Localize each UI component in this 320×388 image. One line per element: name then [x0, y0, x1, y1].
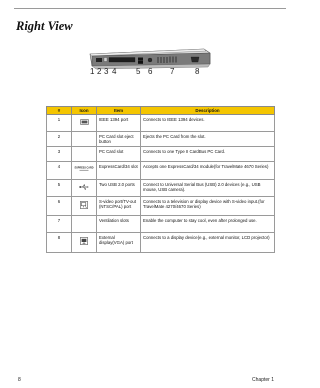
figure-callouts — [84, 67, 216, 83]
row-number: 4 — [47, 162, 72, 180]
chapter-label: Chapter 1 — [252, 377, 274, 383]
icon-cell — [72, 162, 97, 180]
row-number: 6 — [47, 197, 72, 216]
vga-icon — [80, 237, 88, 245]
row-number: 5 — [47, 180, 72, 197]
row-number: 3 — [47, 147, 72, 162]
icon-cell — [72, 197, 97, 216]
row-description: Connects to IEEE 1394 devices. — [141, 115, 275, 132]
row-description: Connect to Universal Serial Bus (USB) 2.0 devices (e.g., USB mouse, USB camera). — [141, 180, 275, 197]
header-item: Item — [97, 107, 141, 115]
callout-3: 3 — [104, 67, 109, 76]
row-description: Enable the computer to stay cool, even after prolonged use. — [141, 216, 275, 233]
callout-1: 1 — [90, 67, 95, 76]
callout-8: 8 — [195, 67, 200, 76]
row-item: ExpressCard/34 slot — [97, 162, 141, 180]
table-row — [47, 115, 275, 132]
row-number: 7 — [47, 216, 72, 233]
right-view-spec-table — [46, 106, 275, 253]
table-row — [47, 216, 275, 233]
usb-icon — [79, 184, 89, 190]
row-item: IEEE 1394 port — [97, 115, 141, 132]
callout-2: 2 — [97, 67, 102, 76]
callout-7: 7 — [170, 67, 175, 76]
table-row — [47, 162, 275, 180]
row-description: Connects to one Type II CardBus PC Card. — [141, 147, 275, 162]
row-item: Two USB 2.0 ports — [97, 180, 141, 197]
icon-cell — [72, 147, 97, 162]
callout-5: 5 — [136, 67, 141, 76]
ieee1394-icon — [80, 119, 89, 125]
icon-cell — [72, 216, 97, 233]
row-item: PC Card slot eject button — [97, 132, 141, 147]
callout-4: 4 — [112, 67, 117, 76]
icon-cell — [72, 115, 97, 132]
table-header-row — [47, 107, 275, 115]
page-number: 8 — [18, 377, 21, 383]
icon-cell — [72, 180, 97, 197]
table-row — [47, 180, 275, 197]
section-heading: Right View — [16, 19, 73, 33]
table-row — [47, 132, 275, 147]
expresscard-icon — [74, 166, 94, 172]
header-number: # — [47, 107, 72, 115]
top-rule — [14, 8, 286, 9]
icon-cell — [72, 233, 97, 253]
row-description: Connects to a television or display device with S-video input.(for TravelMate 4270/4670 Series) — [141, 197, 275, 216]
s-video-icon — [80, 201, 88, 209]
table-row — [47, 233, 275, 253]
row-number: 1 — [47, 115, 72, 132]
row-description: Accepts one ExpressCard/34 module(for TravelMate 4670 Series) — [141, 162, 275, 180]
table-row — [47, 197, 275, 216]
page-footer — [0, 377, 300, 387]
row-item: PC Card slot — [97, 147, 141, 162]
row-description: Ejects the PC Card from the slot. — [141, 132, 275, 147]
header-description: Description — [141, 107, 275, 115]
row-item: S-video port/TV-out (NTSC/PAL) port — [97, 197, 141, 216]
expresscard-icon-text: EXPRESS CARD — [74, 166, 94, 170]
icon-cell — [72, 132, 97, 147]
row-item: Ventilation slots — [97, 216, 141, 233]
callout-6: 6 — [148, 67, 153, 76]
row-description: Connects to a display device(e.g., external monitor, LCD projector) — [141, 233, 275, 253]
table-row — [47, 147, 275, 162]
row-item: External display(VGA) port — [97, 233, 141, 253]
header-icon: Icon — [72, 107, 97, 115]
row-number: 2 — [47, 132, 72, 147]
row-number: 8 — [47, 233, 72, 253]
